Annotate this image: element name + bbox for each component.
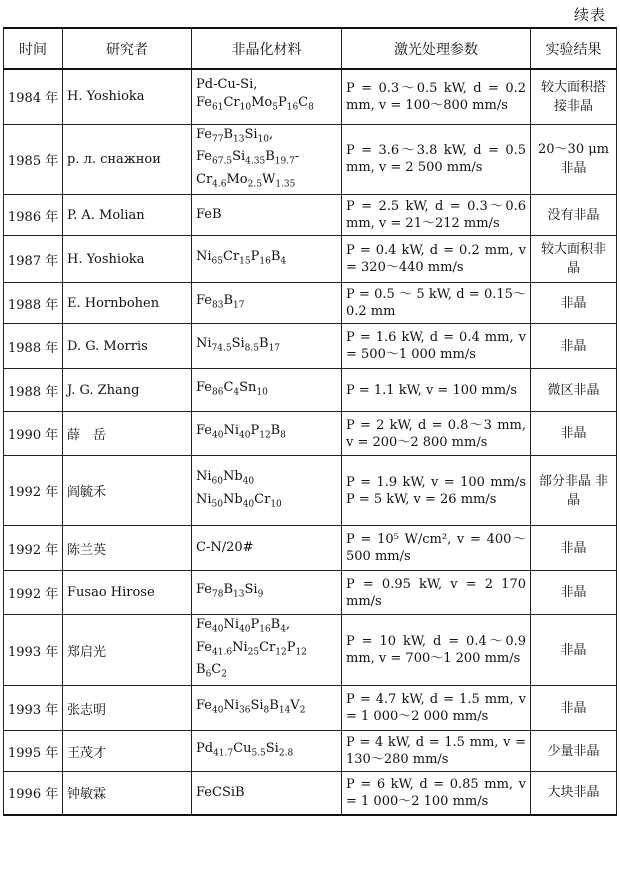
- cell-result: 非晶: [531, 283, 617, 324]
- cell-result: 20～30 μm 非晶: [531, 124, 617, 195]
- header-result: 实验结果: [531, 28, 617, 69]
- cell-params: P = 1.1 kW, v = 100 mm/s: [342, 369, 531, 412]
- header-params: 激光处理参数: [342, 28, 531, 69]
- cell-researcher: 王茂才: [63, 731, 192, 772]
- material-formula: $Fe_{40}Ni_{40}P_{16}B_4$,: [196, 617, 291, 635]
- cell-result: 较大面积搭接非晶: [531, 69, 617, 124]
- cell-params: P = 0.4 kW, d = 0.2 mm, v = 320～440 mm/s: [342, 236, 531, 283]
- table-row: [4, 571, 617, 615]
- cell-material: [192, 571, 342, 615]
- cell-params: P = 4 kW, d = 1.5 mm, v = 130～280 mm/s: [342, 731, 531, 772]
- table-row: [4, 615, 617, 686]
- cell-result: 非晶: [531, 615, 617, 686]
- cell-params: P = 6 kW, d = 0.85 mm, v = 1 000～2 100 mm/s: [342, 772, 531, 815]
- cell-researcher: 钟敏霖: [63, 772, 192, 815]
- cell-researcher: E. Hornbohen: [63, 283, 192, 324]
- material-formula: $Fe_{61}Cr_{10}Mo_5P_{16}C_8$: [196, 95, 314, 114]
- material-formula: $Fe_{41.6}Ni_{25}Cr_{12}P_{12}$: [196, 639, 307, 658]
- cell-time: 1992 年: [4, 456, 63, 526]
- cell-result: 少量非晶: [531, 731, 617, 772]
- cell-time: 1993 年: [4, 615, 63, 686]
- cell-material: [192, 456, 342, 526]
- table-row: [4, 369, 617, 412]
- header-row: [4, 28, 617, 69]
- table-row: [4, 772, 617, 815]
- cell-material: [192, 731, 342, 772]
- cell-result: 大块非晶: [531, 772, 617, 815]
- table-row: [4, 69, 617, 124]
- material-formula: $Fe_{78}B_{13}Si_9$: [196, 582, 264, 601]
- table-row: [4, 456, 617, 526]
- table-row: [4, 283, 617, 324]
- table-row: [4, 412, 617, 456]
- cell-researcher: р. л. снажнои: [63, 124, 192, 195]
- header-researcher: 研究者: [63, 28, 192, 69]
- cell-material: [192, 236, 342, 283]
- material-formula: $Fe_{67.5}Si_{4.35}B_{19.7}-$: [196, 149, 300, 167]
- material-formula: $Fe_{83}B_{17}$: [196, 292, 245, 311]
- cell-time: 1987 年: [4, 236, 63, 283]
- cell-material: [192, 686, 342, 731]
- table-row: [4, 124, 617, 195]
- cell-params: P = 2.5 kW, d = 0.3～0.6 mm, v = 21～212 mm/s: [342, 195, 531, 236]
- cell-material: [192, 412, 342, 456]
- cell-params: P = 2 kW, d = 0.8～3 mm, v = 200～2 800 mm/s: [342, 412, 531, 456]
- material-formula: $Ni_{60}Nb_{40}$: [196, 469, 255, 487]
- cell-researcher: 阎毓禾: [63, 456, 192, 526]
- cell-researcher: 薛 岳: [63, 412, 192, 456]
- cell-params: P = 10 kW, d = 0.4～0.9 mm, v = 700～1 200 mm/s: [342, 615, 531, 686]
- header-material: 非晶化材料: [192, 28, 342, 69]
- material-formula: $B_6C_2$: [196, 662, 227, 681]
- cell-time: 1993 年: [4, 686, 63, 731]
- table-row: [4, 686, 617, 731]
- cell-result: 较大面积非晶: [531, 236, 617, 283]
- cell-params: P = 10⁵ W/cm², v = 400～500 mm/s: [342, 526, 531, 571]
- cell-time: 1985 年: [4, 124, 63, 195]
- cell-material: [192, 324, 342, 369]
- material-formula: FeCSiB: [196, 784, 245, 800]
- cell-time: 1988 年: [4, 324, 63, 369]
- cell-researcher: J. G. Zhang: [63, 369, 192, 412]
- cell-params: P = 4.7 kW, d = 1.5 mm, v = 1 000～2 000 mm/s: [342, 686, 531, 731]
- material-formula: $Ni_{74.5}Si_{8.5}B_{17}$: [196, 335, 281, 354]
- cell-result: 微区非晶: [531, 369, 617, 412]
- cell-researcher: P. A. Molian: [63, 195, 192, 236]
- cell-material: [192, 283, 342, 324]
- material-formula: FeB: [196, 207, 222, 223]
- cell-time: 1992 年: [4, 526, 63, 571]
- cell-time: 1995 年: [4, 731, 63, 772]
- cell-researcher: H. Yoshioka: [63, 69, 192, 124]
- cell-researcher: 张志明: [63, 686, 192, 731]
- cell-params: P = 0.95 kW, v = 2 170 mm/s: [342, 571, 531, 615]
- table-row: [4, 236, 617, 283]
- table-row: [4, 195, 617, 236]
- cell-time: 1988 年: [4, 283, 63, 324]
- cell-material: [192, 526, 342, 571]
- cell-material: [192, 369, 342, 412]
- cell-time: 1986 年: [4, 195, 63, 236]
- cell-researcher: 郑启光: [63, 615, 192, 686]
- cell-time: 1984 年: [4, 69, 63, 124]
- material-formula: $Fe_{86}C_4Sn_{10}$: [196, 379, 268, 398]
- cell-params: P = 1.9 kW, v = 100 mm/s P = 5 kW, v = 26 mm/s: [342, 456, 531, 526]
- material-formula: $Ni_{50}Nb_{40}Cr_{10}$: [196, 491, 282, 510]
- cell-result: 非晶: [531, 324, 617, 369]
- cell-material: [192, 772, 342, 815]
- material-formula: $Fe_{77}B_{13}Si_{10}$,: [196, 126, 274, 145]
- cell-researcher: Fusao Hirose: [63, 571, 192, 615]
- cell-time: 1990 年: [4, 412, 63, 456]
- cell-result: 部分非晶 非晶: [531, 456, 617, 526]
- header-time: 时间: [4, 28, 63, 69]
- table-row: [4, 731, 617, 772]
- cell-result: 没有非晶: [531, 195, 617, 236]
- material-formula: $Fe_{40}Ni_{40}P_{12}B_8$: [196, 423, 286, 442]
- cell-time: 1988 年: [4, 369, 63, 412]
- cell-material: [192, 615, 342, 686]
- material-formula: $Ni_{65}Cr_{15}P_{16}B_4$: [196, 248, 287, 267]
- material-formula: Pd-Cu-Si,: [196, 77, 258, 93]
- cell-params: P = 3.6～3.8 kW, d = 0.5 mm, v = 2 500 mm/s: [342, 124, 531, 195]
- table-row: [4, 526, 617, 571]
- cell-material: [192, 124, 342, 195]
- cell-params: P = 0.5 ～ 5 kW, d = 0.15～0.2 mm: [342, 283, 531, 324]
- cell-material: [192, 69, 342, 124]
- continued-label: 续表: [573, 6, 606, 24]
- cell-result: 非晶: [531, 571, 617, 615]
- table-row: [4, 324, 617, 369]
- cell-result: 非晶: [531, 686, 617, 731]
- cell-time: 1996 年: [4, 772, 63, 815]
- cell-params: P = 1.6 kW, d = 0.4 mm, v = 500～1 000 mm/s: [342, 324, 531, 369]
- material-formula: $Fe_{40}Ni_{36}Si_8B_{14}V_2$: [196, 697, 306, 716]
- cell-material: [192, 195, 342, 236]
- cell-result: 非晶: [531, 412, 617, 456]
- cell-params: P = 0.3～0.5 kW, d = 0.2 mm, v = 100～800 mm/s: [342, 69, 531, 124]
- cell-researcher: D. G. Morris: [63, 324, 192, 369]
- laser-amorphization-table: [3, 27, 617, 816]
- material-formula: $Cr_{4.6}Mo_{2.5}W_{1.35}$: [196, 171, 296, 190]
- cell-researcher: 陈兰英: [63, 526, 192, 571]
- material-formula: $Pd_{41.7}Cu_{5.5}Si_{2.8}$: [196, 740, 294, 759]
- material-formula: C-N/20#: [196, 540, 254, 556]
- cell-result: 非晶: [531, 526, 617, 571]
- cell-researcher: H. Yoshioka: [63, 236, 192, 283]
- cell-time: 1992 年: [4, 571, 63, 615]
